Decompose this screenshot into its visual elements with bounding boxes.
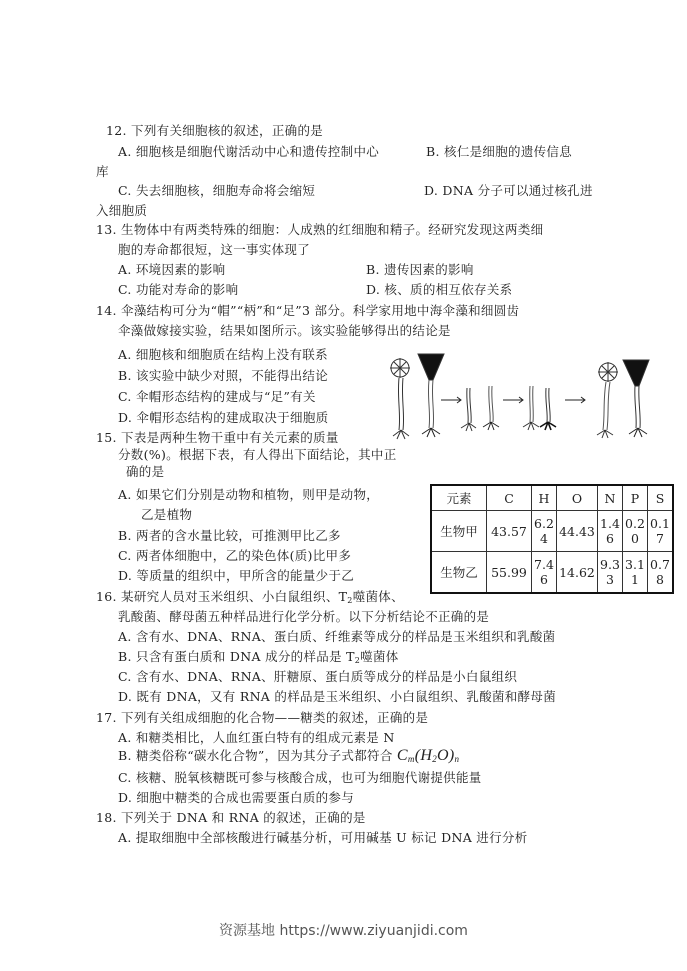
q16-option-a: A. 含有水、DNA、RNA、蛋白质、纤维素等成分的样品是玉米组织和乳酸菌: [118, 629, 556, 644]
table-header-cell: C: [487, 485, 532, 511]
table-row: [431, 511, 673, 552]
q14-option-d: D. 伞帽形态结构的建成取决于细胞质: [118, 410, 329, 425]
q18-option-a: A. 提取细胞中全部核酸进行碱基分析，可用碱基 U 标记 DNA 进行分析: [118, 830, 528, 845]
formula-paren: ): [448, 747, 455, 764]
q12-option-b: B. 核仁是细胞的遗传信息: [426, 144, 573, 159]
cell-h-part2: 6: [540, 572, 548, 587]
table-header-row: [431, 485, 673, 511]
subscript: 2: [354, 656, 361, 665]
formula-o: O: [437, 747, 449, 764]
cell-s-part2: 7: [656, 531, 664, 546]
q14-stem-2: 伞藻做嫁接实验，结果如图所示。该实验能够得出的结论是: [118, 323, 451, 338]
cell-s-part1: 0.1: [650, 516, 670, 531]
formula-n: n: [454, 754, 460, 764]
q13-stem-1: 13. 生物体中有两类特殊的细胞：人成熟的红细胞和精子。经研究发现这两类细: [96, 222, 544, 237]
q15-stem-3: 确的是: [126, 464, 165, 479]
cell-p: [623, 552, 648, 594]
graft-diagram-icon: [383, 348, 668, 443]
footer-watermark: 资源基地 https://www.ziyuanjidi.com: [219, 923, 468, 939]
cell-p-part2: 0: [631, 531, 639, 546]
q12-option-d-cont: 入细胞质: [96, 203, 148, 218]
q15-option-a-cont: 乙是植物: [141, 507, 193, 522]
cell-s: [648, 552, 674, 594]
cell-n-part2: 3: [606, 572, 614, 587]
cell-n-part1: 9.3: [600, 557, 620, 572]
cell-p-part1: 3.1: [625, 557, 645, 572]
cell-n: [598, 511, 623, 552]
cell-n-part2: 6: [606, 531, 614, 546]
q16-stem-text-cont: 噬菌体、: [352, 589, 404, 604]
q12-stem: 12. 下列有关细胞核的叙述，正确的是: [106, 123, 324, 138]
q16-option-b-text-cont: 噬菌体: [360, 649, 399, 664]
acetabularia-graft-figure: [383, 348, 668, 443]
cell-s: [648, 511, 674, 552]
table-header-cell: H: [532, 485, 557, 511]
formula-paren: (: [414, 747, 421, 764]
q13-option-b: B. 遗传因素的影响: [366, 262, 474, 277]
q12-option-b-cont: 库: [96, 164, 109, 179]
q16-option-d: D. 既有 DNA，又有 RNA 的样品是玉米组织、小白鼠组织、乳酸菌和酵母菌: [118, 689, 557, 704]
carbohydrate-formula: [397, 747, 459, 764]
q18-stem: 18. 下列关于 DNA 和 RNA 的叙述，正确的是: [96, 810, 366, 825]
q15-stem-2: 分数(%)。根据下表，有人得出下面结论，其中正: [118, 447, 397, 462]
q13-option-d: D. 核、质的相互依存关系: [366, 282, 513, 297]
row-label: 生物乙: [431, 552, 487, 594]
cell-s-part2: 8: [656, 572, 664, 587]
cell-n-part1: 1.4: [600, 516, 620, 531]
cell-h-part1: 6.2: [534, 516, 554, 531]
formula-h: H: [420, 747, 433, 764]
cell-c: 55.99: [487, 552, 532, 594]
q17-option-d: D. 细胞中糖类的合成也需要蛋白质的参与: [118, 790, 355, 805]
q13-option-c: C. 功能对寿命的影响: [118, 282, 239, 297]
q13-stem-2: 胞的寿命都很短，这一事实体现了: [118, 242, 311, 257]
q16-stem-text: 16. 某研究人员对玉米组织、小白鼠组织、T: [96, 589, 348, 604]
q15-option-d: D. 等质量的组织中，甲所含的能量少于乙: [118, 568, 355, 583]
q15-option-a: A. 如果它们分别是动物和植物，则甲是动物，: [118, 487, 380, 502]
cell-h-part1: 7.4: [534, 557, 554, 572]
element-composition-table: [430, 484, 674, 594]
q16-option-c: C. 含有水、DNA、RNA、肝糖原、蛋白质等成分的样品是小白鼠组织: [118, 669, 518, 684]
q15-option-b: B. 两者的含水量比较，可推测甲比乙多: [118, 528, 341, 543]
q12-option-d: D. DNA 分子可以通过核孔进: [424, 183, 593, 198]
formula-m: m: [407, 754, 415, 764]
q12-option-c: C. 失去细胞核，细胞寿命将会缩短: [118, 183, 316, 198]
q14-option-c: C. 伞帽形态结构的建成与“足”有关: [118, 389, 316, 404]
q13-option-a: A. 环境因素的影响: [118, 262, 226, 277]
table-header-cell: O: [557, 485, 598, 511]
q16-option-b: [118, 649, 399, 669]
cell-h: [532, 511, 557, 552]
cell-h-part2: 4: [540, 531, 548, 546]
q14-stem-1: 14. 伞藻结构可分为“帽”“柄”和“足”3 部分。科学家用地中海伞藻和细圆齿: [96, 303, 520, 318]
cell-p-part1: 0.2: [625, 516, 645, 531]
q15-stem-1: 15. 下表是两种生物干重中有关元素的质量: [96, 430, 339, 445]
cell-c: 43.57: [487, 511, 532, 552]
cell-o: 14.62: [557, 552, 598, 594]
q16-stem-1: [96, 589, 404, 609]
q17-option-b: [118, 748, 459, 767]
q12-option-a: A. 细胞核是细胞代谢活动中心和遗传控制中心: [118, 144, 380, 159]
q17-option-c: C. 核糖、脱氧核糖既可参与核酸合成，也可为细胞代谢提供能量: [118, 770, 482, 785]
cell-h: [532, 552, 557, 594]
cell-s-part1: 0.7: [650, 557, 670, 572]
table-header-cell: P: [623, 485, 648, 511]
subscript: 2: [347, 596, 353, 605]
q17-option-a: A. 和糖类相比，人血红蛋白特有的组成元素是 N: [118, 730, 395, 745]
table-header-cell: S: [648, 485, 674, 511]
formula-c: C: [396, 747, 408, 764]
table-header-cell: 元素: [431, 485, 487, 511]
q15-option-c: C. 两者体细胞中，乙的染色体(质)比甲多: [118, 548, 352, 563]
cell-o: 44.43: [557, 511, 598, 552]
formula-2: 2: [432, 754, 438, 764]
q17-stem: 17. 下列有关组成细胞的化合物——糖类的叙述，正确的是: [96, 710, 429, 725]
row-label: 生物甲: [431, 511, 487, 552]
table-row: [431, 552, 673, 594]
q14-option-b: B. 该实验中缺少对照，不能得出结论: [118, 368, 329, 383]
q17-option-b-text: B. 糖类俗称“碳水化合物”，因为其分子式都符合: [118, 748, 393, 763]
cell-n: [598, 552, 623, 594]
cell-p-part2: 1: [631, 572, 639, 587]
table-header-cell: N: [598, 485, 623, 511]
cell-p: [623, 511, 648, 552]
q14-option-a: A. 细胞核和细胞质在结构上没有联系: [118, 347, 328, 362]
q16-stem-2: 乳酸菌、酵母菌五种样品进行化学分析。以下分析结论不正确的是: [118, 609, 490, 624]
q16-option-b-text: B. 只含有蛋白质和 DNA 成分的样品是 T: [118, 649, 355, 664]
